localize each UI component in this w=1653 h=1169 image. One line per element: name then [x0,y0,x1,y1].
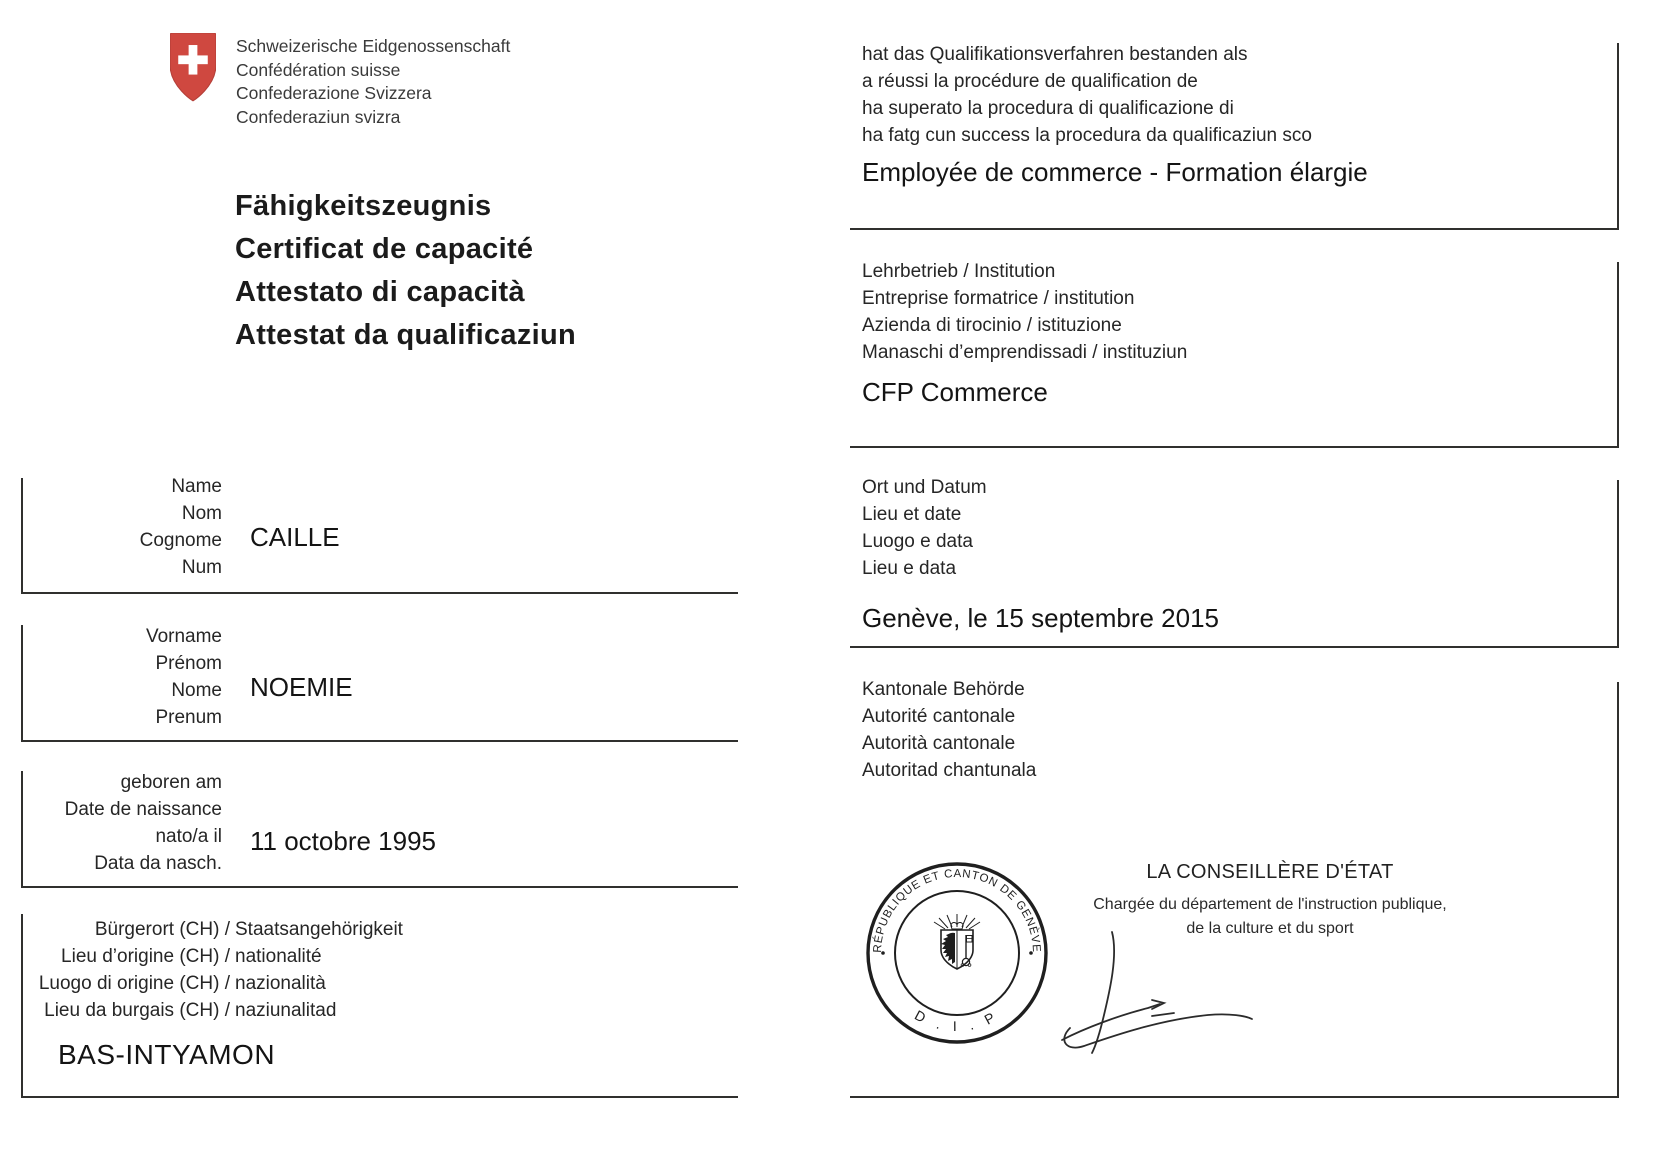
seal-shield [941,930,973,969]
field-label: Entreprise formatrice / institution [862,288,1135,309]
signature-icon [1040,920,1320,1065]
authority-field-right-border [1617,682,1619,1098]
placedate-field-labels [862,474,987,582]
signatory-title: LA CONSEILLÈRE D'ÉTAT [1146,861,1394,883]
field-label: Nom [181,503,222,524]
field-label-left: Lieu da burgais (CH) / [44,1000,230,1021]
field-label: Lehrbetrieb / Institution [862,261,1056,282]
field-label: Luogo e data [862,531,973,552]
seal-ring-text-top: RÉPUBLIQUE ET CANTON DE GENÈVE [871,867,1043,954]
firstname-field-labels [22,623,222,731]
seal-ring-text-bottom: D . I . P [912,1006,1002,1035]
field-label: Azienda di tirocinio / istituzione [862,315,1122,336]
field-label-left: Luogo di origine (CH) / [38,973,230,994]
institution-value: CFP Commerce [862,377,1048,407]
field-label [22,943,403,970]
qualification-field-bottom-border [850,228,1619,230]
field-label: Num [181,557,222,578]
field-label: hat das Qualifikationsverfahren bestanden als [862,44,1248,65]
field-label-left: Lieu d’origine (CH) / [61,946,230,967]
certificate-title-line: Certificat de capacité [235,233,534,265]
field-label: Nome [171,680,222,701]
authority-field-labels [862,676,1036,784]
placedate-value: Genève, le 15 septembre 2015 [862,603,1220,633]
field-label: geboren am [120,772,222,793]
certificate-title [235,185,576,357]
field-label: nato/a il [155,826,222,847]
institution-field-labels [862,258,1187,366]
certificate-title-line: Fähigkeitszeugnis [235,190,492,222]
federal-header-line: Confederaziun svizra [236,106,401,127]
signatory-subtitle-line: Chargée du département de l'instruction publique, [1093,896,1447,913]
federal-header-line: Confederazione Svizzera [236,83,432,103]
authority-field-bottom-border [850,1096,1619,1098]
qualification-value: Employée de commerce - Formation élargie [862,157,1368,187]
federal-header-line: Schweizerische Eidgenossenschaft [236,36,511,56]
firstname-value: NOEMIE [250,672,353,702]
field-label: Name [171,476,222,497]
field-label-right: Staatsangehörigkeit [235,919,403,940]
certificate-title-line: Attestat da qualificaziun [235,319,577,351]
svg-text:D . I . P [912,1007,1002,1034]
field-label [22,970,403,997]
federal-header [236,35,510,129]
field-label: Lieu e data [862,558,957,579]
field-label: Ort und Datum [862,477,987,498]
origin-field-labels [22,916,403,1024]
field-label: Autorité cantonale [862,706,1016,727]
placedate-field-right-border [1617,480,1619,648]
birthdate-field-labels [22,769,222,877]
signatory-subtitle-line: de la culture et du sport [1186,920,1354,937]
field-label: Kantonale Behörde [862,679,1025,700]
field-label: ha fatg cun success la procedura da qualificaziun sco [862,125,1312,146]
field-label: Prenum [155,707,222,728]
institution-field-bottom-border [850,446,1619,448]
field-label: Data da nasch. [94,853,222,874]
name-value: CAILLE [250,522,340,552]
field-label: ha superato la procedura di qualificazione di [862,98,1234,119]
field-label-right: nationalité [235,946,322,967]
field-label: Autorità cantonale [862,733,1016,754]
qualification-field-labels [862,41,1312,149]
field-label-left: Bürgerort (CH) / [94,919,230,940]
qualification-field-right-border [1617,43,1619,230]
name-field-bottom-border [21,592,738,594]
field-label [22,997,403,1024]
field-label: Prénom [155,653,222,674]
field-label: Autoritad chantunala [862,760,1037,781]
field-label [22,916,403,943]
seal-rays [934,914,980,929]
birthdate-value: 11 octobre 1995 [250,826,436,856]
field-label-right: naziunalitad [235,1000,337,1021]
origin-field-bottom-border [21,1096,738,1098]
institution-field-right-border [1617,262,1619,448]
field-label-right: nazionalità [235,973,326,994]
geneva-dip-seal-icon [862,858,1052,1053]
birthdate-field-bottom-border [21,886,738,888]
origin-value: BAS-INTYAMON [58,1039,276,1070]
name-field-labels [22,473,222,581]
firstname-field-bottom-border [21,740,738,742]
field-label: Date de naissance [64,799,222,820]
swiss-coat-of-arms-icon [170,33,216,108]
federal-header-line: Confédération suisse [236,59,401,80]
certificate-title-line: Attestato di capacità [235,276,525,308]
field-label: Vorname [145,626,222,647]
placedate-field-bottom-border [850,646,1619,648]
field-label: Lieu et date [862,504,962,525]
field-label: Manaschi d’emprendissadi / instituziun [862,342,1188,363]
field-label: a réussi la procédure de qualification de [862,71,1198,92]
field-label: Cognome [139,530,222,551]
